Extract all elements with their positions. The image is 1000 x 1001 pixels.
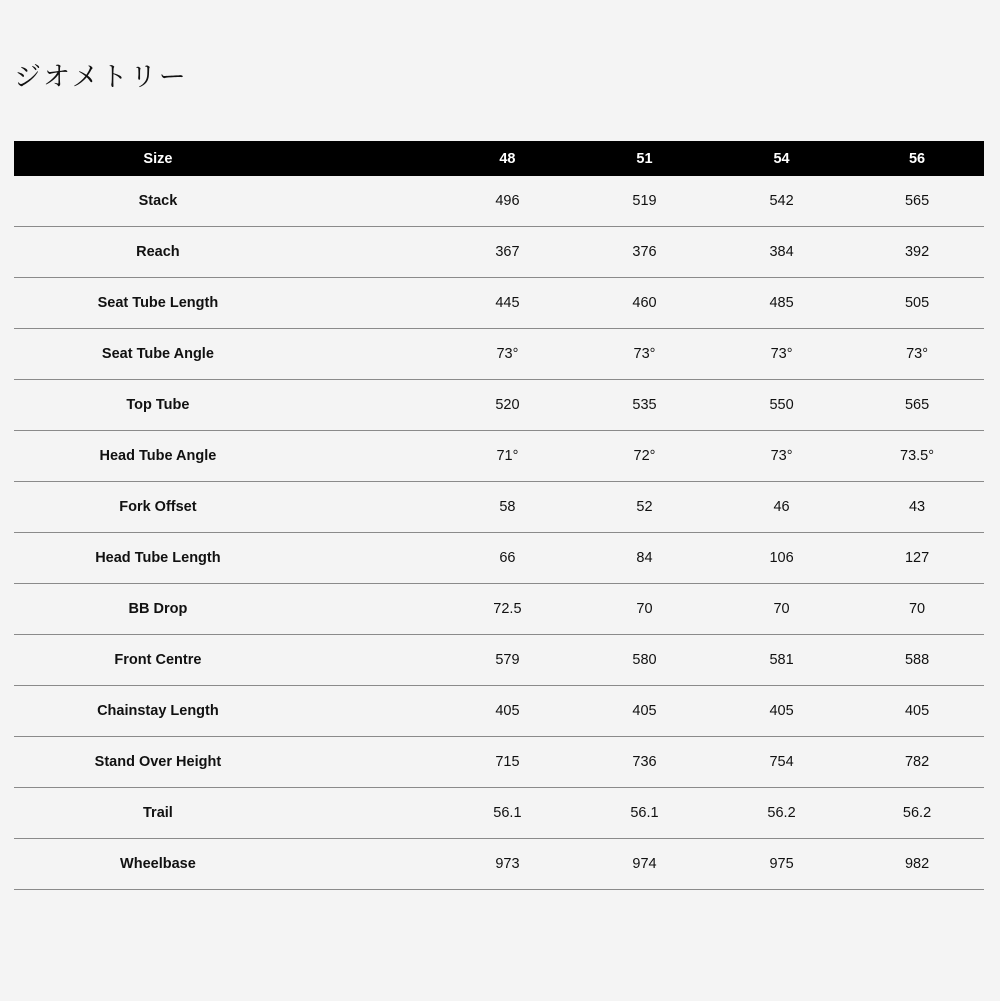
table-cell: 106 bbox=[713, 533, 850, 584]
table-cell: 782 bbox=[850, 737, 984, 788]
table-row bbox=[14, 482, 984, 533]
row-label: Chainstay Length bbox=[14, 686, 302, 737]
table-cell: 56.2 bbox=[713, 788, 850, 839]
table-row bbox=[14, 329, 984, 380]
table-cell: 974 bbox=[576, 839, 713, 890]
table-cell: 70 bbox=[713, 584, 850, 635]
row-label: Reach bbox=[14, 227, 302, 278]
table-cell: 73° bbox=[850, 329, 984, 380]
table-cell: 405 bbox=[850, 686, 984, 737]
row-label: Head Tube Length bbox=[14, 533, 302, 584]
table-cell: 445 bbox=[439, 278, 576, 329]
table-row bbox=[14, 686, 984, 737]
table-row bbox=[14, 584, 984, 635]
table-cell: 520 bbox=[439, 380, 576, 431]
table-cell: 43 bbox=[850, 482, 984, 533]
table-cell: 715 bbox=[439, 737, 576, 788]
row-label: Stack bbox=[14, 176, 302, 227]
table-cell: 56.1 bbox=[439, 788, 576, 839]
row-spacer bbox=[302, 839, 439, 890]
table-cell: 70 bbox=[576, 584, 713, 635]
table-row bbox=[14, 788, 984, 839]
row-spacer bbox=[302, 533, 439, 584]
table-cell: 754 bbox=[713, 737, 850, 788]
table-row bbox=[14, 431, 984, 482]
row-label: Trail bbox=[14, 788, 302, 839]
table-cell: 485 bbox=[713, 278, 850, 329]
table-cell: 72.5 bbox=[439, 584, 576, 635]
table-row bbox=[14, 635, 984, 686]
size-header-54: 54 bbox=[773, 150, 790, 167]
row-label: Wheelbase bbox=[14, 839, 302, 890]
row-label: Seat Tube Angle bbox=[14, 329, 302, 380]
table-cell: 73° bbox=[439, 329, 576, 380]
table-cell: 519 bbox=[576, 176, 713, 227]
row-spacer bbox=[302, 686, 439, 737]
table-row bbox=[14, 176, 984, 227]
geometry-table bbox=[14, 141, 984, 890]
table-cell: 496 bbox=[439, 176, 576, 227]
row-spacer bbox=[302, 227, 439, 278]
row-spacer bbox=[302, 176, 439, 227]
page-title: ジオメトリー bbox=[14, 62, 188, 93]
table-cell: 127 bbox=[850, 533, 984, 584]
row-spacer bbox=[302, 278, 439, 329]
table-row bbox=[14, 278, 984, 329]
table-row bbox=[14, 839, 984, 890]
table-cell: 73° bbox=[713, 431, 850, 482]
table-cell: 70 bbox=[850, 584, 984, 635]
table-cell: 736 bbox=[576, 737, 713, 788]
table-cell: 367 bbox=[439, 227, 576, 278]
row-spacer bbox=[302, 329, 439, 380]
table-body bbox=[14, 176, 984, 890]
table-cell: 52 bbox=[576, 482, 713, 533]
table-cell: 580 bbox=[576, 635, 713, 686]
table-row bbox=[14, 737, 984, 788]
row-spacer bbox=[302, 635, 439, 686]
row-spacer bbox=[302, 737, 439, 788]
spacer-header bbox=[302, 141, 439, 176]
table-cell: 581 bbox=[713, 635, 850, 686]
table-cell: 579 bbox=[439, 635, 576, 686]
row-spacer bbox=[302, 584, 439, 635]
row-spacer bbox=[302, 431, 439, 482]
table-cell: 405 bbox=[439, 686, 576, 737]
table-cell: 58 bbox=[439, 482, 576, 533]
row-label: Front Centre bbox=[14, 635, 302, 686]
row-label: Head Tube Angle bbox=[14, 431, 302, 482]
row-spacer bbox=[302, 788, 439, 839]
table-cell: 550 bbox=[713, 380, 850, 431]
table-cell: 384 bbox=[713, 227, 850, 278]
row-label: Seat Tube Length bbox=[14, 278, 302, 329]
row-spacer bbox=[302, 380, 439, 431]
table-cell: 376 bbox=[576, 227, 713, 278]
table-cell: 505 bbox=[850, 278, 984, 329]
table-cell: 72° bbox=[576, 431, 713, 482]
table-cell: 56.2 bbox=[850, 788, 984, 839]
table-cell: 46 bbox=[713, 482, 850, 533]
table-cell: 56.1 bbox=[576, 788, 713, 839]
table-cell: 73° bbox=[576, 329, 713, 380]
table-cell: 66 bbox=[439, 533, 576, 584]
table-cell: 405 bbox=[713, 686, 850, 737]
table-cell: 542 bbox=[713, 176, 850, 227]
table-row bbox=[14, 380, 984, 431]
table-cell: 392 bbox=[850, 227, 984, 278]
table-header-row bbox=[14, 141, 984, 176]
row-label: Stand Over Height bbox=[14, 737, 302, 788]
size-header-label: Size bbox=[143, 150, 173, 167]
table-row bbox=[14, 533, 984, 584]
table-cell: 982 bbox=[850, 839, 984, 890]
table-row bbox=[14, 227, 984, 278]
row-label: Fork Offset bbox=[14, 482, 302, 533]
table-cell: 84 bbox=[576, 533, 713, 584]
table-cell: 565 bbox=[850, 380, 984, 431]
size-header-48: 48 bbox=[499, 150, 516, 167]
row-spacer bbox=[302, 482, 439, 533]
table-cell: 73.5° bbox=[850, 431, 984, 482]
size-header-51: 51 bbox=[636, 150, 653, 167]
row-label: BB Drop bbox=[14, 584, 302, 635]
table-cell: 71° bbox=[439, 431, 576, 482]
table-cell: 588 bbox=[850, 635, 984, 686]
table-cell: 973 bbox=[439, 839, 576, 890]
table-cell: 535 bbox=[576, 380, 713, 431]
table-cell: 73° bbox=[713, 329, 850, 380]
table-cell: 565 bbox=[850, 176, 984, 227]
size-header-56: 56 bbox=[908, 150, 926, 167]
table-cell: 460 bbox=[576, 278, 713, 329]
table-cell: 975 bbox=[713, 839, 850, 890]
table-cell: 405 bbox=[576, 686, 713, 737]
row-label: Top Tube bbox=[14, 380, 302, 431]
